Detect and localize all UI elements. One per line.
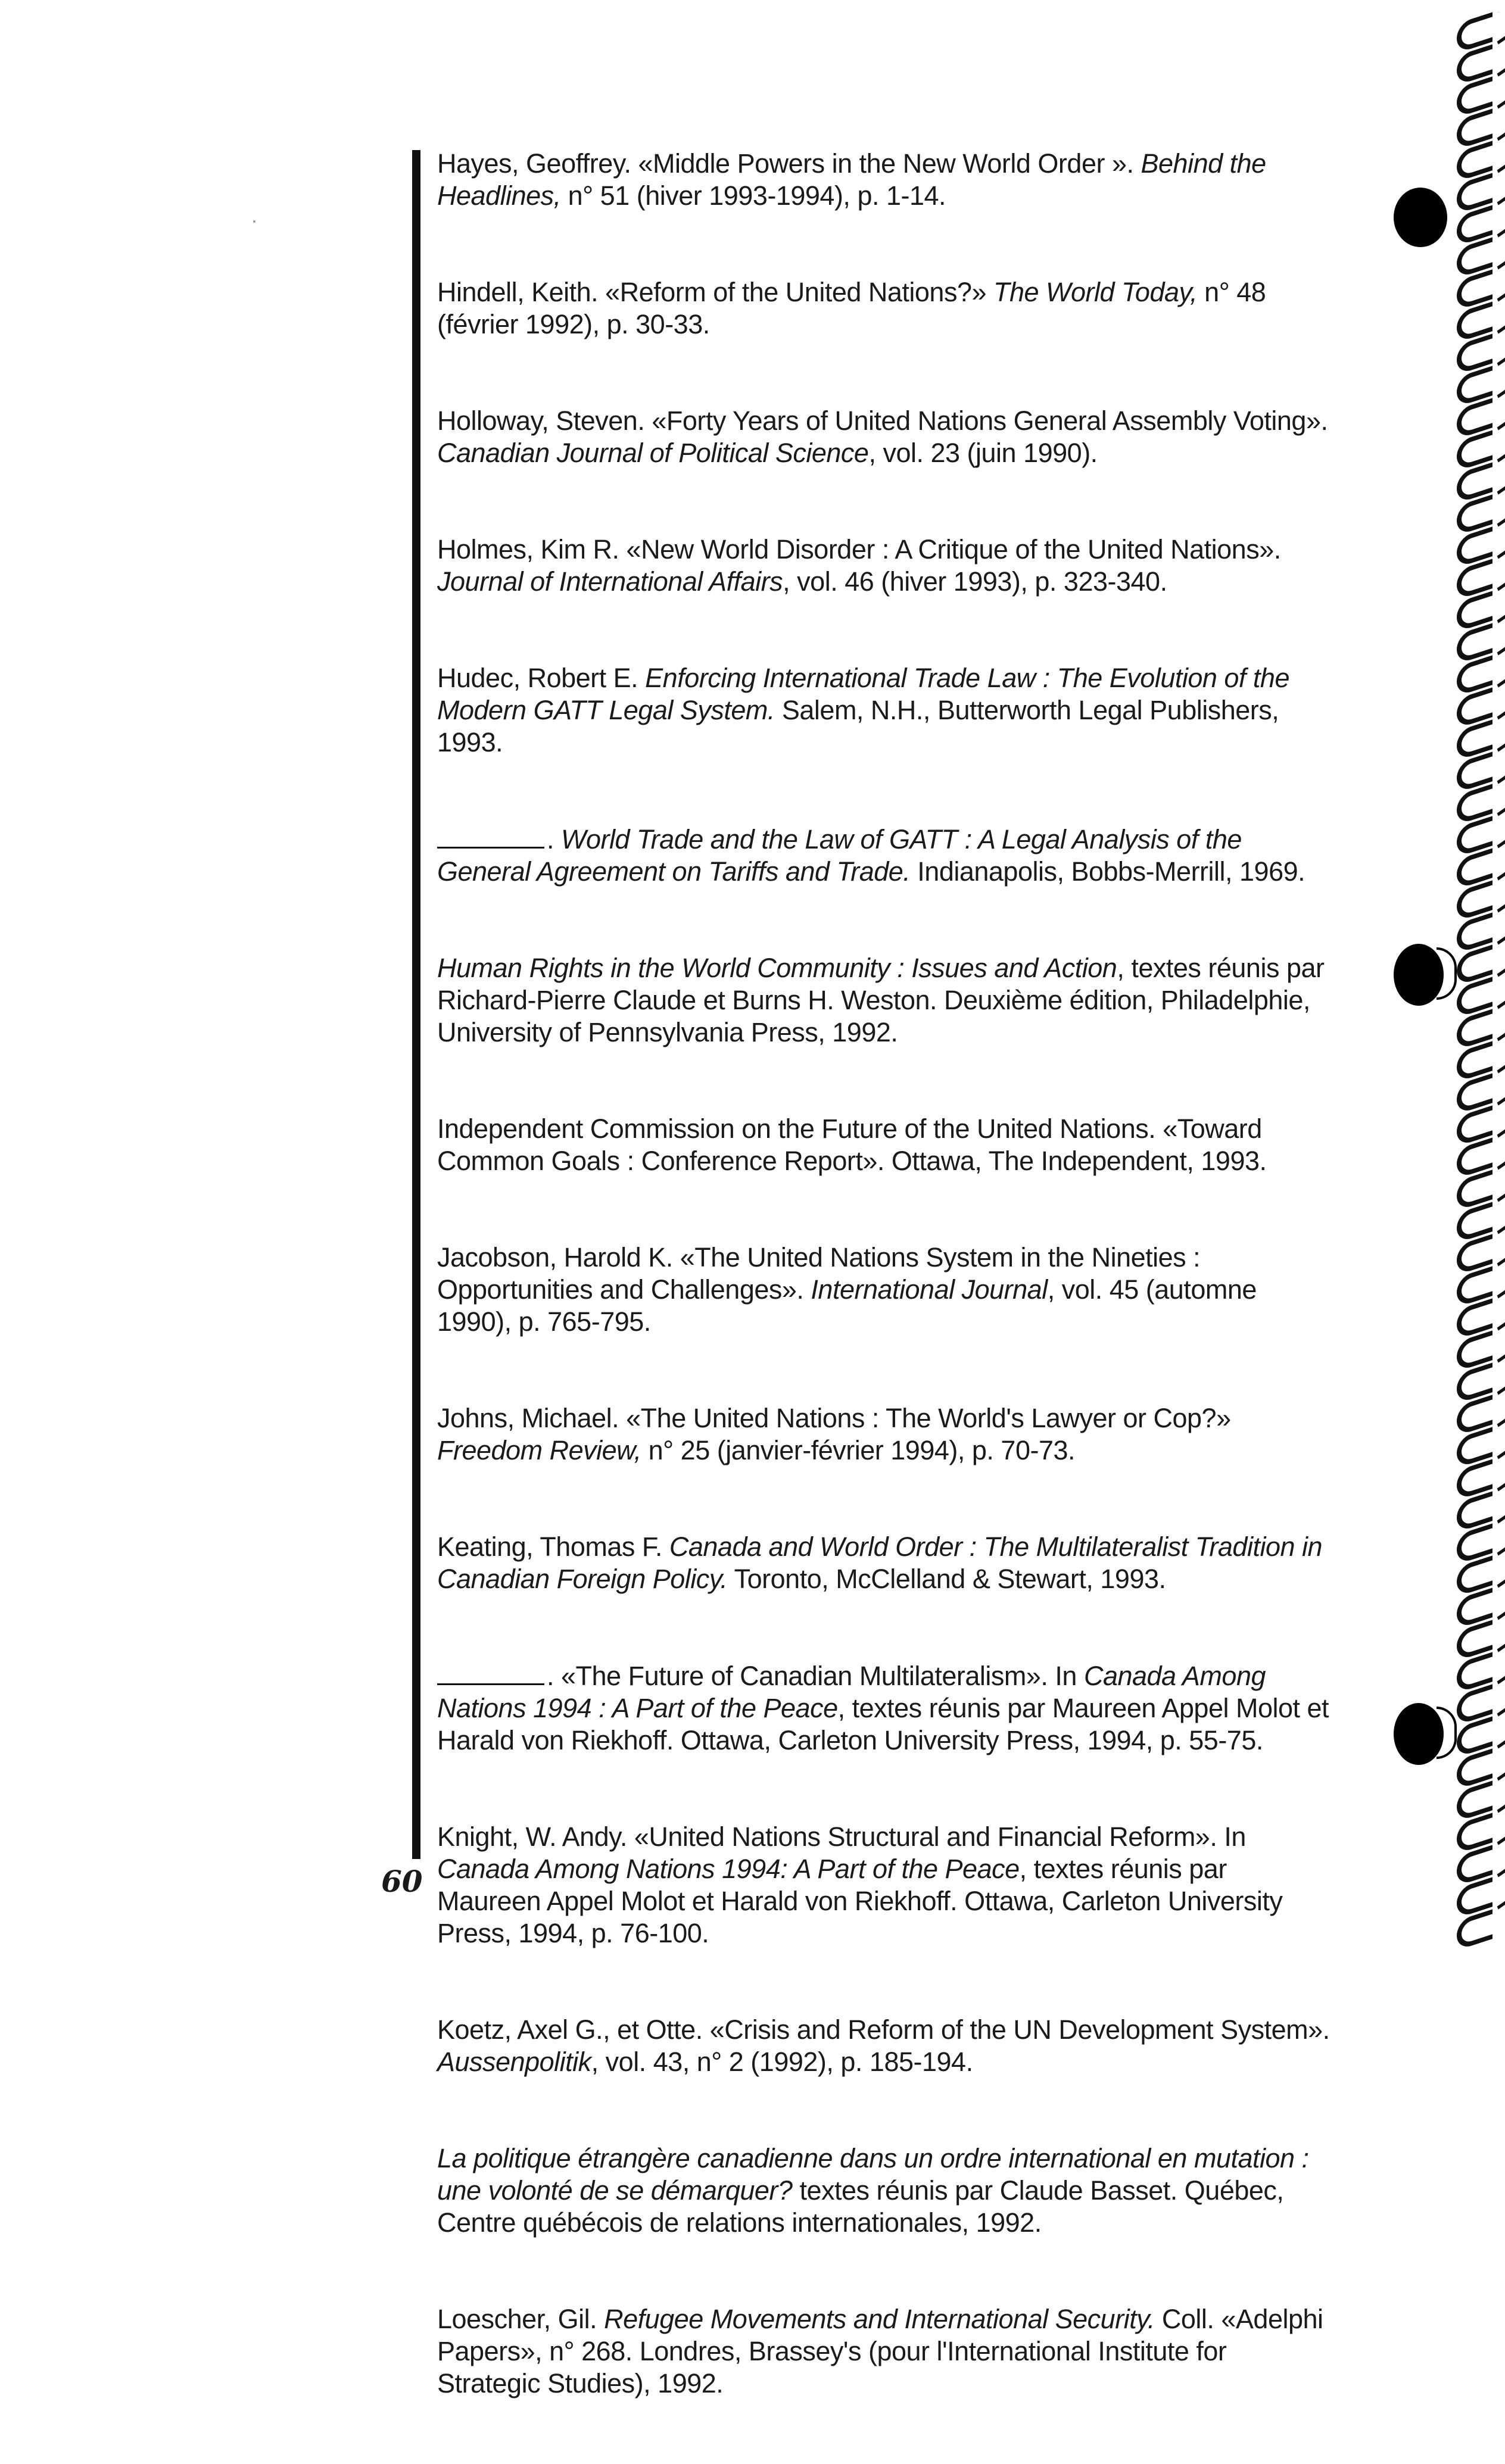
entry-title-italic: Refugee Movements and International Security. [604,2304,1155,2334]
entry-title-italic: Enforcing International Trade Law : The Evolution of the Modern GATT Legal System. [437,663,1289,725]
bibliography-entry [437,2303,1330,2400]
entry-title-italic: International Journal [811,1274,1048,1305]
entry-text: Jacobson, Harold K. «The United Nations System in the Nineties : Opportunities and Challenges». [437,1242,1201,1305]
entry-title-italic: Canada Among Nations 1994: A Part of the Peace [437,1854,1020,1884]
repeat-author-rule [437,823,544,849]
entry-title-italic: Human Rights in the World Community : Issues and Action [437,953,1117,983]
entry-title-italic: Canada Among Nations 1994 : A Part of the Peace [437,1661,1266,1723]
entry-text: Coll. «Adelphi Papers», n° 268. Londres, Brassey's (pour l'International Institute for Strategic Studies), 1992. [437,2304,1323,2398]
punch-hole [1394,1703,1444,1765]
punch-hole [1394,188,1447,247]
entry-text: n° 51 (hiver 1993-1994), p. 1-14. [560,180,946,211]
entry-title-italic: Behind the Headlines, [437,148,1266,211]
entry-text: , textes réunis par Maureen Appel Molot et Harald von Riekhoff. Ottawa, Carleton University Press, 1994, p. 55-75. [437,1693,1329,1755]
entry-text: Hayes, Geoffrey. «Middle Powers in the New World Order ». [437,148,1141,179]
entry-text: , vol. 43, n° 2 (1992), p. 185-194. [591,2047,973,2077]
entry-title-italic: World Trade and the Law of GATT : A Legal Analysis of the General Agreement on Tariffs and Trade. [437,824,1242,887]
entry-text: Holmes, Kim R. «New World Disorder : A Critique of the United Nations». [437,534,1281,564]
bibliography-entry [437,405,1330,469]
bibliography-entry [437,1821,1330,1950]
bibliography-entry [437,662,1330,759]
entry-text: textes réunis par Claude Basset. Québec, Centre québécois de relations internationales, 1992. [437,2175,1284,2238]
entry-text: Indianapolis, Bobbs-Merrill, 1969. [910,856,1305,887]
entry-text: Hudec, Robert E. [437,663,646,693]
entry-text: Keating, Thomas F. [437,1532,669,1562]
speck [253,220,255,223]
entry-title-italic: The World Today, [993,277,1198,307]
entry-title-italic: Freedom Review, [437,1435,641,1465]
entry-text: , vol. 23 (juin 1990). [868,438,1098,468]
bibliography-entry [437,823,1330,888]
bibliography-entry [437,1531,1330,1595]
margin-bar [412,150,420,1859]
entry-text: , textes réunis par Richard-Pierre Claude et Burns H. Weston. Deuxième édition, Philadelphie, University of Pennsylvania Press, 1992. [437,953,1325,1047]
entry-text: Hindell, Keith. «Reform of the United Nations?» [437,277,994,307]
entry-text: n° 25 (janvier-février 1994), p. 70-73. [641,1435,1076,1465]
bibliography-entry [437,1113,1330,1177]
entry-text: Knight, W. Andy. «United Nations Structural and Financial Reform». In [437,1822,1246,1852]
entry-text: Johns, Michael. «The United Nations : The World's Lawyer or Cop?» [437,1403,1231,1433]
bibliography-entry [437,148,1330,212]
bibliography-entry [437,2014,1330,2078]
bibliography-entry [437,952,1330,1049]
spiral-binding [1453,12,1505,1948]
bibliography-entry [437,534,1330,598]
entry-title-italic: Journal of International Affairs [437,566,783,597]
entry-title-italic: Canada and World Order : The Multilateralist Tradition in Canadian Foreign Policy. [437,1532,1323,1594]
entry-text: , vol. 45 (automne 1990), p. 765-795. [437,1274,1257,1337]
bibliography-list [437,148,1330,2464]
entry-text: . [547,824,562,854]
entry-text: Independent Commission on the Future of the United Nations. «Toward Common Goals : Conference Report». Ottawa, The Independent, 1993. [437,1114,1267,1176]
page-number: 60 [381,1864,423,1899]
bibliography-entry [437,1402,1330,1467]
punch-hole [1394,944,1444,1006]
entry-title-italic: La politique étrangère canadienne dans un ordre international en mutation : une volonté de se démarquer? [437,2143,1309,2206]
entry-text: , vol. 46 (hiver 1993), p. 323-340. [783,566,1167,597]
bibliography-entry [437,276,1330,341]
entry-text: , textes réunis par Maureen Appel Molot et Harald von Riekhoff. Ottawa, Carleton University Press, 1994, p. 76-100. [437,1854,1283,1948]
entry-title-italic: Aussenpolitik [437,2047,591,2077]
bibliography-entry [437,1660,1330,1757]
entry-text: Koetz, Axel G., et Otte. «Crisis and Reform of the UN Development System». [437,2014,1330,2045]
entry-text: . «The Future of Canadian Multilateralism». In [547,1661,1084,1691]
entry-text: n° 48 (février 1992), p. 30-33. [437,277,1266,339]
entry-text: Salem, N.H., Butterworth Legal Publishers, 1993. [437,695,1279,757]
entry-text: Holloway, Steven. «Forty Years of United Nations General Assembly Voting». [437,406,1328,436]
bibliography-entry [437,2142,1330,2239]
entry-text: Loescher, Gil. [437,2304,605,2334]
repeat-author-rule [437,1660,544,1685]
binding-coil [1457,1909,1492,1948]
entry-title-italic: Canadian Journal of Political Science [437,438,869,468]
bibliography-entry [437,1242,1330,1338]
entry-text: Toronto, McClelland & Stewart, 1993. [727,1564,1166,1594]
